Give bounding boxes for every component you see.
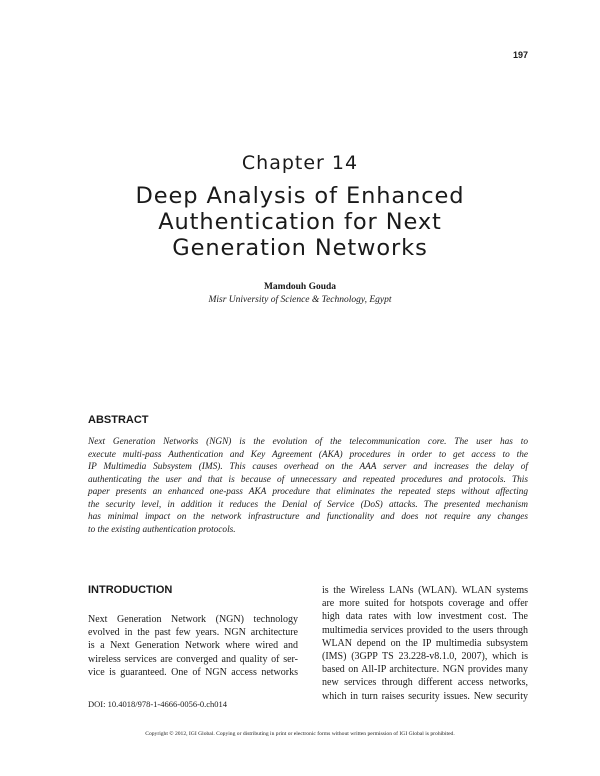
abstract-line: authenticating the user and that is because of unnecessary and repeated procedures and protocols. This [88, 474, 528, 485]
title-line: Authentication for Next [158, 209, 442, 235]
text-line: which in turn raises security issues. New security [322, 690, 528, 702]
text-line: evolved in the past few years. NGN architecture [88, 627, 298, 639]
text-line: is the Wireless LANs (WLAN). WLAN systems [322, 585, 528, 596]
introduction-right-column [322, 584, 528, 703]
text-line: high data rates with low investment cost. The [322, 611, 528, 623]
text-line: vice is guaranteed. One of NGN access networks [88, 666, 298, 678]
text-line: new services through different access networks, [322, 677, 528, 689]
text-line: based on All-IP architecture. NGN provides many [322, 664, 528, 676]
doi-line: DOI: 10.4018/978-1-4666-0056-0.ch014 [88, 699, 228, 709]
abstract-line: execute multi-pass Authentication and Key Agreement (AKA) procedures in order to get access to the [88, 449, 528, 460]
introduction-left-column [88, 613, 298, 679]
text-line: WLAN depend on the IP multimedia subsystem [322, 637, 528, 649]
abstract-line: to the existing authentication protocols. [88, 524, 236, 535]
chapter-label: Chapter 14 [241, 152, 359, 174]
abstract-line: the security level, in addition it reduces the Denial of Service (DoS) attacks. The presented mechanism [88, 499, 528, 510]
author-name: Mamdouh Gouda [263, 282, 337, 292]
text-line: multimedia services provided to the users through [322, 624, 528, 636]
abstract-line: Next Generation Networks (NGN) is the evolution of the telecommunication core. The user has to [88, 437, 528, 447]
page-number: 197 [512, 50, 528, 60]
copyright-notice: Copyright © 2012, IGI Global. Copying or distributing in print or electronic forms without written permission of IGI Global is prohibited. [145, 731, 455, 737]
abstract-line: has minimal impact on the network infrastructure and functionality and does not require any changes [88, 512, 528, 522]
abstract-line: IP Multimedia Subsystem (IMS). This causes overhead on the AAA server and increases the delay of [88, 462, 528, 472]
text-line: (IMS) (3GPP TS 23.228-v8.1.0, 2007), which is [322, 651, 528, 663]
text-line: wireless services are converged and quality of ser- [88, 653, 298, 665]
text-line: Next Generation Network (NGN) technology [88, 614, 298, 625]
introduction-heading: INTRODUCTION [88, 584, 173, 596]
title-line: Generation Networks [172, 235, 428, 261]
abstract-heading: ABSTRACT [88, 414, 149, 426]
abstract-line: paper presents an enhanced one-pass AKA procedure that eliminates the repeated steps without affecting [88, 487, 528, 497]
chapter-title [60, 183, 540, 261]
text-line: are more suited for hotspots coverage and offer [322, 598, 528, 610]
abstract-body [88, 436, 528, 536]
text-line: is a Next Generation Network where wired and [88, 640, 298, 652]
title-line: Deep Analysis of Enhanced [135, 183, 465, 209]
author-affiliation: Misr University of Science & Technology, Egypt [208, 295, 392, 305]
